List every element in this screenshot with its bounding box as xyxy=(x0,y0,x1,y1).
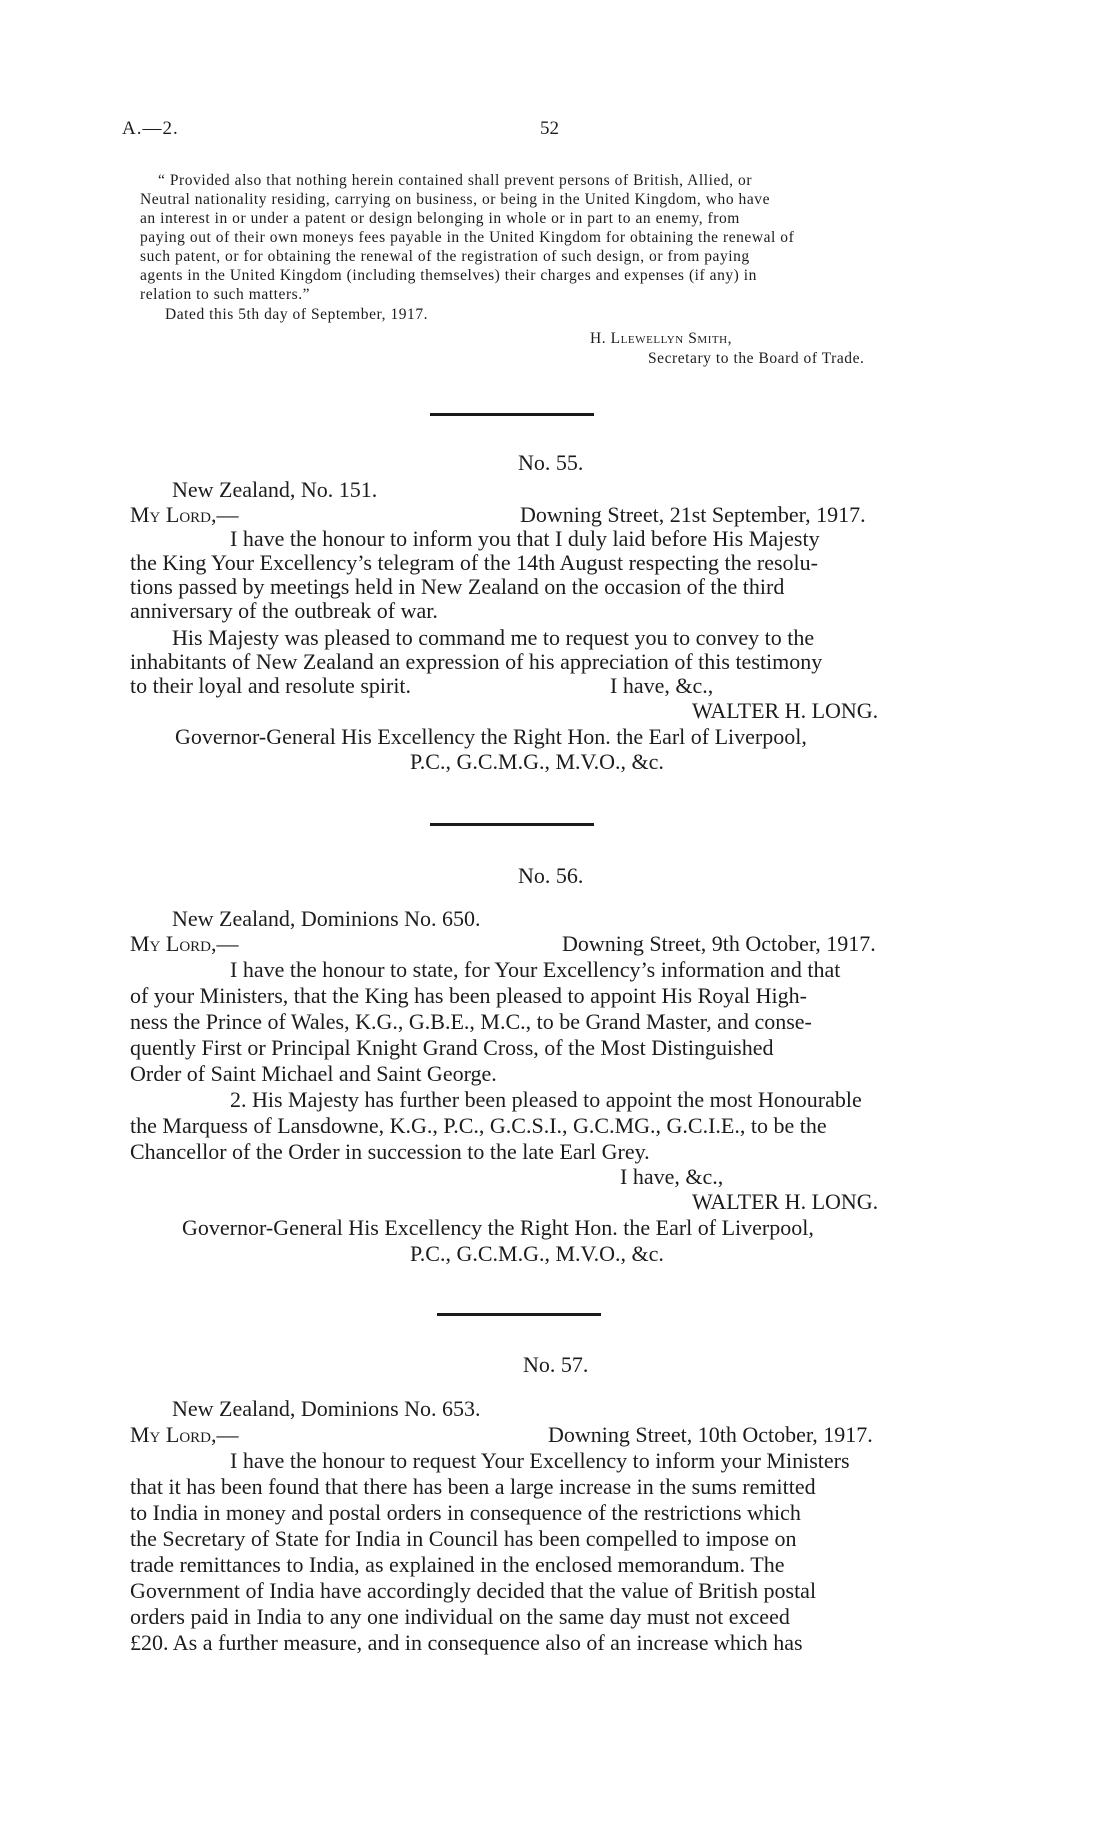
body-line: I have the honour to inform you that I duly laid before His Majesty xyxy=(230,526,820,551)
proviso-line: Neutral nationality residing, carrying on business, or being in the United Kingdom, who have xyxy=(140,191,771,208)
proviso-line: paying out of their own moneys fees payable in the United Kingdom for obtaining the renewal of xyxy=(140,229,795,246)
page-number: 52 xyxy=(540,118,559,139)
letter-ref: New Zealand, No. 151. xyxy=(172,477,378,502)
body-line: of your Ministers, that the King has been pleased to appoint His Royal High- xyxy=(130,983,807,1008)
body-line: ness the Prince of Wales, K.G., G.B.E., M.C., to be Grand Master, and conse- xyxy=(130,1009,812,1034)
addressee-line: Governor-General His Excellency the Right Hon. the Earl of Liverpool, xyxy=(182,1215,814,1240)
body-line: to India in money and postal orders in consequence of the restrictions which xyxy=(130,1500,801,1525)
section-divider xyxy=(430,413,594,416)
body-line: the Marquess of Lansdowne, K.G., P.C., G.C.S.I., G.C.MG., G.C.I.E., to be the xyxy=(130,1113,827,1138)
addressee-line: P.C., G.C.M.G., M.V.O., &c. xyxy=(410,1241,664,1266)
body-line: that it has been found that there has been a large increase in the sums remitted xyxy=(130,1474,816,1499)
body-line: anniversary of the outbreak of war. xyxy=(130,598,438,623)
letter-ref: New Zealand, Dominions No. 653. xyxy=(172,1396,481,1421)
salutation: My Lord,— xyxy=(130,1422,239,1447)
letter-ref: New Zealand, Dominions No. 650. xyxy=(172,906,481,931)
body-line: orders paid in India to any one individual on the same day must not exceed xyxy=(130,1604,790,1629)
body-line: His Majesty was pleased to command me to request you to convey to the xyxy=(172,625,815,650)
proviso-signatory: H. Llewellyn Smith, xyxy=(590,330,733,347)
section-divider xyxy=(437,1313,601,1316)
section-divider xyxy=(430,823,594,826)
body-line: £20. As a further measure, and in consequence also of an increase which has xyxy=(130,1630,803,1655)
signature: WALTER H. LONG. xyxy=(692,1189,879,1214)
closing: I have, &c., xyxy=(610,673,714,698)
addressee-line: P.C., G.C.M.G., M.V.O., &c. xyxy=(410,749,664,774)
body-line: quently First or Principal Knight Grand Cross, of the Most Distinguished xyxy=(130,1035,774,1060)
letter-number: No. 55. xyxy=(518,450,584,475)
place-date: Downing Street, 9th October, 1917. xyxy=(562,931,876,956)
proviso-line: relation to such matters.” xyxy=(140,286,311,303)
page-ref: A.—2. xyxy=(122,118,179,139)
signature: WALTER H. LONG. xyxy=(692,698,879,723)
closing: I have, &c., xyxy=(620,1164,724,1189)
body-line: tions passed by meetings held in New Zealand on the occasion of the third xyxy=(130,574,785,599)
body-line: I have the honour to request Your Excellency to inform your Ministers xyxy=(230,1448,850,1473)
body-line: I have the honour to state, for Your Excellency’s information and that xyxy=(230,957,841,982)
body-line: Government of India have accordingly decided that the value of British postal xyxy=(130,1578,817,1603)
body-line: inhabitants of New Zealand an expression of his appreciation of this testimony xyxy=(130,649,823,674)
place-date: Downing Street, 21st September, 1917. xyxy=(520,502,866,527)
body-line: 2. His Majesty has further been pleased to appoint the most Honourable xyxy=(230,1087,862,1112)
body-line: Order of Saint Michael and Saint George. xyxy=(130,1061,497,1086)
addressee-line: Governor-General His Excellency the Right Hon. the Earl of Liverpool, xyxy=(175,724,807,749)
proviso-line: an interest in or under a patent or design belonging in whole or in part to an enemy, from xyxy=(140,210,740,227)
place-date: Downing Street, 10th October, 1917. xyxy=(548,1422,873,1447)
body-line: the King Your Excellency’s telegram of the 14th August respecting the resolu- xyxy=(130,550,818,575)
salutation: My Lord,— xyxy=(130,502,239,527)
letter-number: No. 56. xyxy=(518,863,584,888)
body-line: the Secretary of State for India in Council has been compelled to impose on xyxy=(130,1526,797,1551)
salutation: My Lord,— xyxy=(130,931,239,956)
body-line: Chancellor of the Order in succession to the late Earl Grey. xyxy=(130,1139,650,1164)
proviso-line: such patent, or for obtaining the renewal of the registration of such design, or from paying xyxy=(140,248,750,265)
letter-number: No. 57. xyxy=(523,1352,589,1377)
proviso-signatory-title: Secretary to the Board of Trade. xyxy=(648,350,865,367)
proviso-line: agents in the United Kingdom (including themselves) their charges and expenses (if any) in xyxy=(140,267,757,284)
proviso-line: “ Provided also that nothing herein contained shall prevent persons of British, Allied, or xyxy=(158,172,753,189)
proviso-dated: Dated this 5th day of September, 1917. xyxy=(165,306,429,323)
body-line: trade remittances to India, as explained in the enclosed memorandum. The xyxy=(130,1552,785,1577)
body-line: to their loyal and resolute spirit. xyxy=(130,673,412,698)
